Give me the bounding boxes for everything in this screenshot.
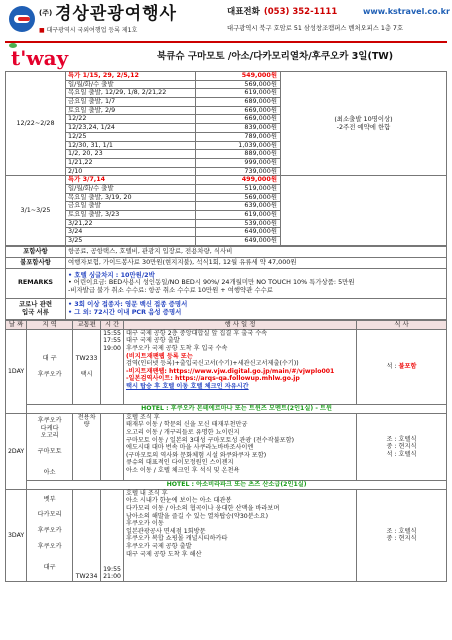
departure-desc: 1/21,22 — [66, 158, 196, 167]
day-times: 15:55 17:55 19:00 — [101, 329, 124, 405]
hotel-row: HOTEL : 아소비라파크 또는 츠즈 산소급(2인1실) — [27, 481, 447, 489]
info-table — [5, 246, 447, 320]
price-value: 789,000원 — [196, 132, 281, 141]
price-value: 689,000원 — [196, 98, 281, 107]
price-value: 619,000원 — [196, 211, 281, 220]
price-value: 569,000원 — [196, 193, 281, 202]
price-value: 549,000원 — [196, 72, 281, 81]
departure-desc: 토요일 출발, 3/23 — [66, 211, 196, 220]
price-value: 999,000원 — [196, 158, 281, 167]
day-itinerary: 대구 국제 공항 2층 중앙대합실 앞 집결 후 출국 수속 대구 국제 공항 출발 후쿠오카 국제 공항 도착 후 입국 수속 (비지트재팬웹 등록 또는 검역(인터넷 등록)+출입국신고서(수기)+세관신고서제출(수기)) -비지트재팬웹: https://www.vjw.digital.go.jp/main/#/vjwplo001 -일본검역사이트: https://arqs-qa.followup.mhlw.go.jp 택시 탑승 후 호텔 이동 호텔 체크인 자유시간 — [123, 329, 356, 405]
departure-desc: 3/21,22 — [66, 219, 196, 228]
col-header: 식 사 — [357, 320, 447, 329]
remarks-cell — [66, 268, 447, 298]
price-value: 889,000원 — [196, 150, 281, 159]
price-row — [6, 72, 447, 81]
price-value: 569,000원 — [196, 80, 281, 89]
price-value: 619,000원 — [196, 89, 281, 98]
day-transport: TW234 — [73, 489, 101, 581]
schedule-table — [5, 320, 447, 582]
departure-desc: 12/23,24, 1/24 — [66, 124, 196, 133]
price-value: 539,000원 — [196, 219, 281, 228]
period-note — [281, 72, 447, 176]
period-note — [281, 176, 447, 246]
departure-desc: 12/22 — [66, 115, 196, 124]
remark-line: • 호텔 싱글차지 : 10만원/2박 — [68, 270, 155, 279]
departure-desc: 일/월/화/수 출발 — [66, 80, 196, 89]
info-value: 항공료, 공항택스, 호텔비, 관광지 입장료, 전용차량, 식사비 — [66, 246, 447, 257]
website-link[interactable]: www.kstravel.co.kr — [363, 7, 450, 16]
departure-desc: 금요일 출발, 1/7 — [66, 98, 196, 107]
company-address: 대구광역시 북구 호암로 51 삼성창조캠퍼스 벤처오피스 1층 7호 — [227, 25, 404, 32]
price-value: 669,000원 — [196, 106, 281, 115]
departure-desc: 토요일 출발, 2/9 — [66, 106, 196, 115]
page-title: 북큐슈 구마모토 /아소/다카모리열차/후쿠오카 3일(TW) — [157, 51, 394, 62]
header — [5, 3, 450, 43]
day-transport: TW233 택시 — [73, 329, 101, 405]
remark-line: -비자발급 불가 취소 수수료: 항공 취소 수수료 10만원 + 여행약관 수수료 — [68, 286, 273, 295]
day-label: 1DAY — [6, 329, 27, 413]
hotel-row: HOTEL : 후쿠오카 몬테에르마나 또는 트윈즈 모멘트(2인1실) - 트윈 — [27, 405, 447, 413]
price-value: 649,000원 — [196, 237, 281, 246]
info-label: REMARKS — [6, 268, 66, 298]
note-line: -2주전 예약에 한함 — [336, 122, 391, 131]
phone: 대표전화 (053) 352-1111 — [227, 7, 338, 17]
departure-desc: 1/2, 20, 23 — [66, 150, 196, 159]
price-value: 649,000원 — [196, 228, 281, 237]
price-value: 1,039,000원 — [196, 141, 281, 150]
day-places: 대 구 후쿠오카 — [27, 329, 73, 405]
company-type: (주) — [39, 9, 53, 17]
covid-cell — [66, 298, 447, 319]
info-label: 포함사항 — [6, 246, 66, 257]
price-value: 639,000원 — [196, 202, 281, 211]
day-places: 후쿠오카 다케다 오고리 구마모토 아소 — [27, 413, 73, 481]
departure-desc: 2/10 — [66, 167, 196, 176]
col-header: 행 사 일 정 — [123, 320, 356, 329]
covid-line: • 3회 이상 접종자: 영문 백신 접종 증명서 — [68, 300, 188, 309]
note-line: (최소출발 10명이상) — [334, 114, 393, 123]
day-places: 벳부 다카모리 후쿠오카 후쿠오카 대구 — [27, 489, 73, 581]
departure-desc: 특가 3/7,14 — [66, 176, 196, 185]
day-label: 2DAY — [6, 413, 27, 489]
departure-desc: 일/월/화/수 출발 — [66, 184, 196, 193]
info-label: 불포함사항 — [6, 257, 66, 268]
day-itinerary: 호텔 조식 후 태재부 이동 / 학문의 신을 모신 태재부천만궁 오고리 이동 / 개구리들로 유명한 뇨이린지 구마모토 이동 / 일본의 3대성 구마모토성 관광 (전수작불포함) 에도시대 대마 번속 마을 사쿠라노바바조사이엔 (구마모토의 역사와 문화체험 시설 와쿠와쿠자 포함) 큐슈의 대표적인 다이모정원인 스이젠지 아소 이동 / 호텔 체크인 후 석식 및 온천욕 — [123, 413, 356, 481]
period-label: 12/22~2/28 — [6, 72, 66, 176]
day-transport: 전용차량 — [73, 413, 101, 481]
company-registration: ■ 대구광역시 국외여행업 등록 제1호 — [39, 27, 138, 34]
airline-logo: t'way — [11, 46, 69, 70]
info-value: 여행자보험, 가이드봉사료 30만원(현지지불), 석식1회, 12월 유류세 약 47,000원 — [66, 257, 447, 268]
departure-desc: 12/30, 31, 1/1 — [66, 141, 196, 150]
remark-line: • 어린이요금: BED사용시 성인동일/NO BED시 90%/ 24개월미만 NO TOUCH 10% 특가상품: 5만원 — [68, 278, 355, 287]
day-label: 3DAY — [6, 489, 27, 581]
title-bar — [5, 43, 447, 71]
company-logo-icon — [9, 6, 35, 32]
price-value: 669,000원 — [196, 115, 281, 124]
period-label: 3/1~3/25 — [6, 176, 66, 246]
col-header: 날 짜 — [6, 320, 27, 329]
departure-desc: 금요일 출발 — [66, 202, 196, 211]
departure-desc: 목요일 출발, 12/29, 1/8, 2/21,22 — [66, 89, 196, 98]
departure-desc: 특가 1/15, 29, 2/5,12 — [66, 72, 196, 81]
day-times: 19:55 21:00 — [101, 489, 124, 581]
departure-desc: 3/25 — [66, 237, 196, 246]
departure-desc: 12/25 — [66, 132, 196, 141]
day-itinerary: 호텔 내 조식 후 아소 시내가 한눈에 보이는 아소 대관봉 다카모리 이동 / 아소의 협곡이나 웅대한 산맥을 바라보며 남아소의 해발을 즐길 수 있는 열차탑승(약30분소요) 후쿠오카 이동 일본관광공사 면세점 1회방문 후쿠오카 복합 쇼핑몰 캐널시티하카타 후쿠오카 국제 공항 출발 대구 국제 공항 도착 후 해산 — [123, 489, 356, 581]
col-header: 교통편 — [73, 320, 101, 329]
price-value: 839,000원 — [196, 124, 281, 133]
info-label: 코로나 관련 입국 서류 — [6, 298, 66, 319]
price-value: 739,000원 — [196, 167, 281, 176]
covid-line: • 그 외: 72시간 이내 PCR 음성 증명서 — [68, 307, 182, 316]
price-value: 499,000원 — [196, 176, 281, 185]
day-meals: 조 : 호텔식 중 : 현지식 석 : 호텔식 — [357, 413, 447, 481]
departure-desc: 목요일 출발, 3/19, 20 — [66, 193, 196, 202]
col-header: 시 간 — [101, 320, 124, 329]
day-meals: 조 : 호텔식 중 : 현지식 — [357, 489, 447, 581]
col-header: 지 역 — [27, 320, 73, 329]
bullet-icon: ■ — [39, 27, 47, 34]
day-times — [101, 413, 124, 481]
price-value: 519,000원 — [196, 184, 281, 193]
day-meals: 석 : 불포함 — [357, 329, 447, 405]
company-name: 경상관광여행사 — [55, 4, 177, 24]
price-table — [5, 71, 447, 246]
departure-desc: 3/24 — [66, 228, 196, 237]
